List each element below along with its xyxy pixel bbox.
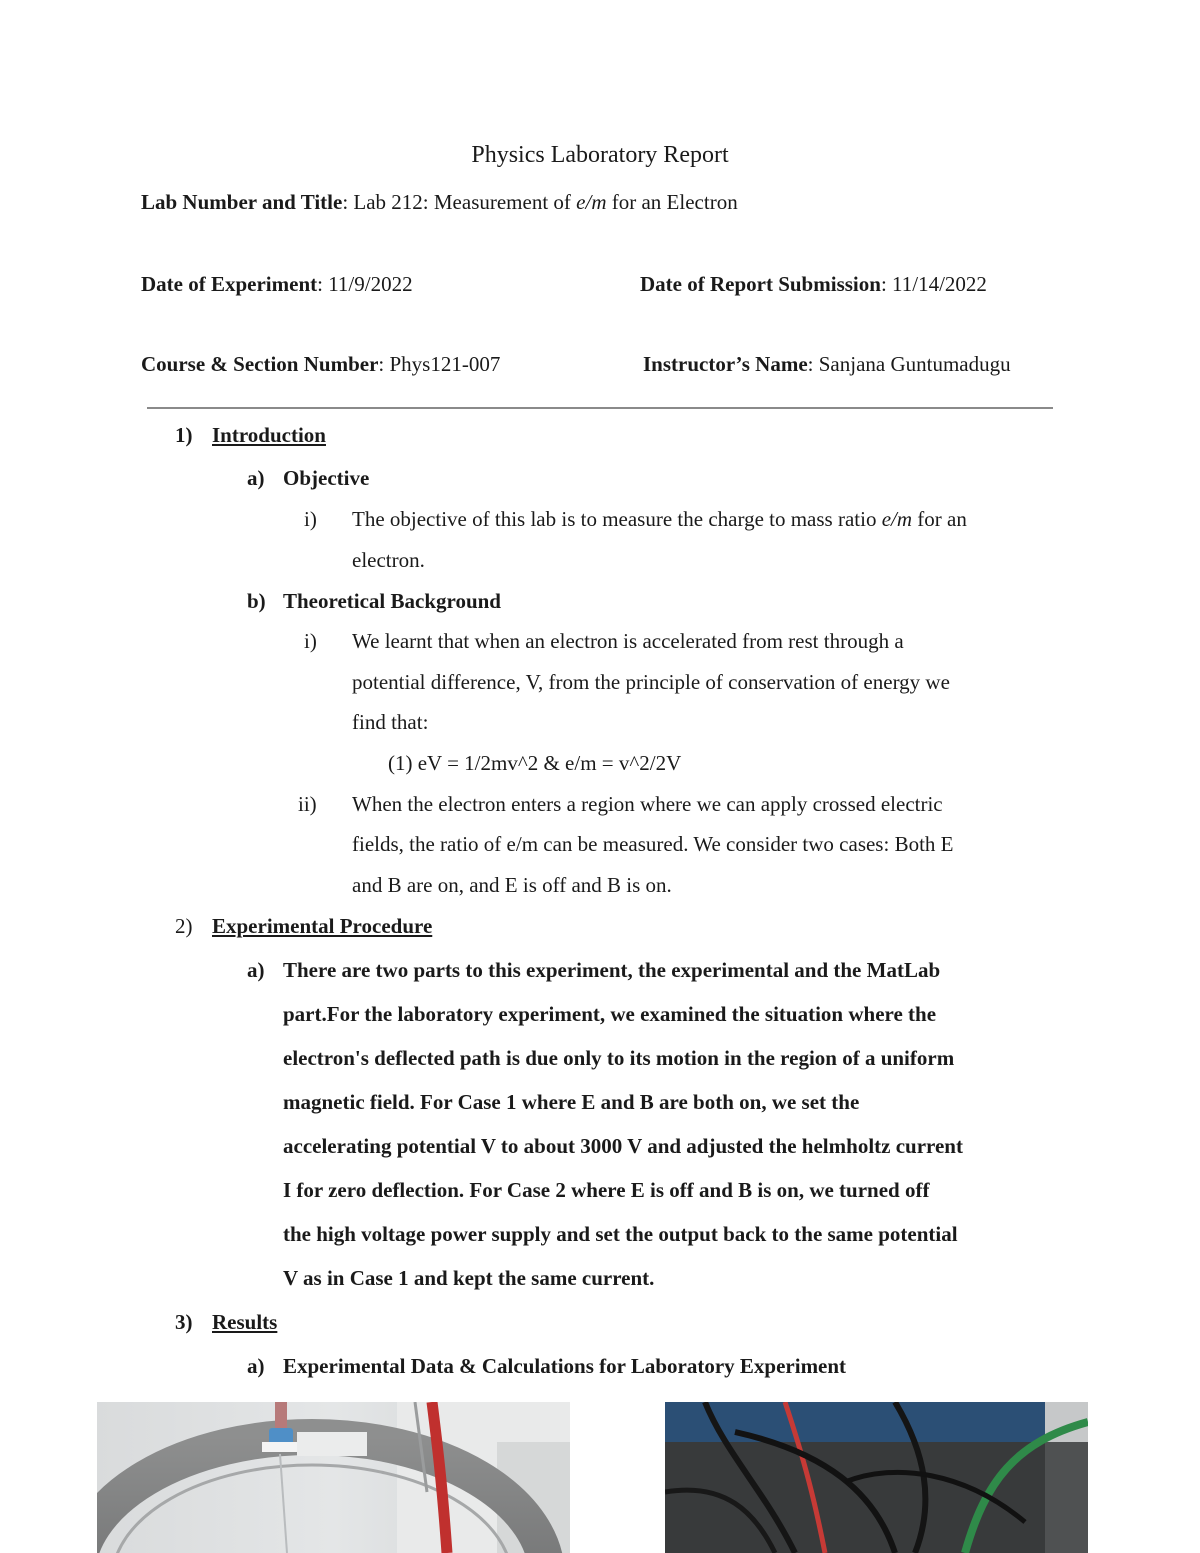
course-section-label: Course & Section Number bbox=[141, 352, 379, 376]
submission-date-label: Date of Report Submission bbox=[640, 272, 881, 296]
procedure-line: magnetic field. For Case 1 where E and B are both on, we set the bbox=[283, 1090, 860, 1114]
theory-i-line: find that: bbox=[352, 710, 429, 734]
cables-photo-image bbox=[665, 1402, 1088, 1553]
course-section-value: : Phys121-007 bbox=[378, 352, 501, 376]
instructor-value: : Sanjana Guntumadugu bbox=[807, 352, 1011, 376]
procedure-line: accelerating potential V to about 3000 V and adjusted the helmholtz current bbox=[283, 1134, 963, 1158]
procedure-line: the high voltage power supply and set the output back to the same potential bbox=[283, 1222, 958, 1246]
objective-text-suffix: for an bbox=[912, 507, 967, 531]
submission-date-field bbox=[640, 272, 987, 297]
subsection-letter-objective: a) bbox=[247, 466, 265, 490]
subsection-letter-theory: b) bbox=[247, 589, 266, 613]
lab-title-label: Lab Number and Title bbox=[141, 190, 343, 214]
apparatus-photo-image bbox=[97, 1402, 570, 1553]
section-number-results: 3) bbox=[175, 1310, 193, 1334]
section-number-procedure: 2) bbox=[175, 914, 193, 938]
submission-date-value: : 11/14/2022 bbox=[880, 272, 987, 296]
lab-title-value-suffix: for an Electron bbox=[606, 190, 738, 214]
lab-title-value-italic: e/m bbox=[576, 190, 607, 214]
section-number-intro: 1) bbox=[175, 423, 193, 447]
experiment-date-value: : 11/9/2022 bbox=[317, 272, 413, 296]
lab-title-value-prefix: : Lab 212: Measurement of bbox=[342, 190, 577, 214]
course-section-field bbox=[141, 352, 500, 377]
apparatus-photo bbox=[97, 1402, 570, 1553]
cables-photo bbox=[665, 1402, 1088, 1553]
equation-1: (1) eV = 1/2mv^2 & e/m = v^2/2V bbox=[388, 751, 682, 775]
section-heading-intro: Introduction bbox=[212, 423, 326, 447]
page-title: Physics Laboratory Report bbox=[471, 142, 729, 168]
theory-ii-line: When the electron enters a region where we can apply crossed electric bbox=[352, 792, 943, 816]
item-number-theory-i: i) bbox=[304, 629, 317, 653]
theory-ii-line: and B are on, and E is off and B is on. bbox=[352, 873, 672, 897]
experiment-date-field bbox=[141, 272, 413, 297]
results-subheading: Experimental Data & Calculations for Laboratory Experiment bbox=[283, 1354, 847, 1378]
procedure-line: I for zero deflection. For Case 2 where E is off and B is on, we turned off bbox=[283, 1178, 930, 1202]
objective-text-prefix: The objective of this lab is to measure the charge to mass ratio bbox=[352, 507, 882, 531]
experiment-date-label: Date of Experiment bbox=[141, 272, 318, 296]
header-divider bbox=[147, 407, 1053, 409]
lab-title-field bbox=[141, 190, 738, 215]
theory-i-line: We learnt that when an electron is accelerated from rest through a bbox=[352, 629, 904, 653]
item-number-theory-ii: ii) bbox=[298, 792, 317, 816]
theory-i-line: potential difference, V, from the principle of conservation of energy we bbox=[352, 670, 950, 694]
objective-text-line-2: electron. bbox=[352, 548, 425, 572]
procedure-line: part.For the laboratory experiment, we examined the situation where the bbox=[283, 1002, 937, 1026]
subsection-heading-objective: Objective bbox=[283, 466, 370, 490]
section-heading-procedure: Experimental Procedure bbox=[212, 914, 433, 938]
procedure-letter-a: a) bbox=[247, 958, 265, 982]
procedure-line: electron's deflected path is due only to its motion in the region of a uniform bbox=[283, 1046, 955, 1070]
objective-text-italic: e/m bbox=[881, 507, 913, 531]
item-number-objective-i: i) bbox=[304, 507, 317, 531]
theory-ii-line: fields, the ratio of e/m can be measured. We consider two cases: Both E bbox=[352, 832, 954, 856]
results-letter-a: a) bbox=[247, 1354, 265, 1378]
section-heading-results: Results bbox=[212, 1310, 278, 1334]
procedure-line: V as in Case 1 and kept the same current. bbox=[283, 1266, 655, 1290]
instructor-label: Instructor’s Name bbox=[643, 352, 808, 376]
procedure-line: There are two parts to this experiment, the experimental and the MatLab bbox=[283, 958, 941, 982]
instructor-field bbox=[643, 352, 1011, 377]
objective-text-line-1 bbox=[352, 507, 967, 532]
subsection-heading-theory: Theoretical Background bbox=[283, 589, 501, 613]
